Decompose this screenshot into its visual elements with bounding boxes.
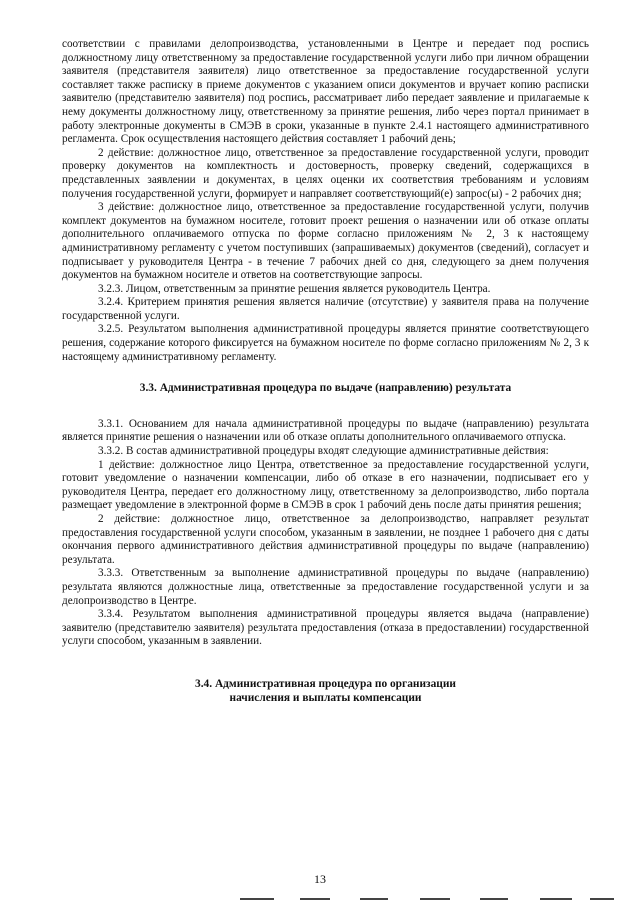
- section-heading-3-4-line1: 3.4. Административная процедура по организации: [195, 677, 456, 690]
- document-body: [62, 38, 589, 705]
- paragraph: 1 действие: должностное лицо Центра, ответственное за предоставление государственной услуги, готовит уведомление о назначении компенсации, либо об отказе в его назначении, подписывает его у руководителя Центра, передает его должностному лицу, ответственному за делопроизводство, либо портала размещает уведомление в электронной форме в СМЭВ в срок 1 рабочий день после даты принятия решения;: [62, 458, 589, 512]
- section-3-3-body: [62, 418, 589, 649]
- section-heading-3-4-line2: начисления и выплаты компенсации: [229, 691, 422, 704]
- paragraph: 3.3.2. В состав административной процедуры входят следующие административные действия:: [98, 445, 549, 458]
- paragraph: 3.3.1. Основанием для начала административной процедуры по выдаче (направлению) результата является принятие решения о назначении или об отказе оплаты дополнительного оплачиваемого отпуска.: [62, 417, 589, 444]
- page-number: 13: [314, 872, 326, 886]
- paragraph: 2 действие: должностное лицо, ответственное за предоставление государственной услуги, проводит проверку документов на комплектность и достоверность, проверку сведений, содержащихся в представленных заявлении и документах, в целях оценки их соответствия требованиям и условиям получения государственной услуги, формирует и направляет соответствующий(е) запрос(ы) - 2 рабочих дня;: [62, 146, 589, 200]
- paragraph: 3.3.3. Ответственным за выполнение административной процедуры по выдаче (направлению) результата являются должностные лица, ответственные за предоставление государственной услуги и за делопроизводство в Центре.: [62, 567, 589, 607]
- scan-artifact-marks: [240, 898, 620, 902]
- paragraph: 3.2.4. Критерием принятия решения является наличие (отсутствие) у заявителя права на получение государственной услуги.: [62, 296, 589, 322]
- paragraph: 3.2.5. Результатом выполнения административной процедуры является принятие соответствующего решения, содержание которого фиксируется на бумажном носителе по форме согласно приложениям № 2, 3 к настоящему административному регламенту.: [62, 323, 589, 363]
- paragraph: соответствии с правилами делопроизводства, установленными в Центре и передает под роспись должностному лицу ответственному за предоставление государственной услуги либо при личном обращении заявителя (представителя заявителя) лицо ответственное за предоставление государственной услуги составляет также расписку в приеме документов с указанием описи документов и вручает копию расписки заявителю (представителю заявителя) под роспись, рассматривает либо передает заявление и прилагаемые к нему документы должностному лицу, ответственному за принятие решения, либо через портал принимает в работу электронные документы в СМЭВ в сроки, указанные в пункте 2.4.1 настоящего административного регламента. Срок осуществления настоящего действия составляет 1 рабочий день;: [62, 38, 589, 146]
- section-3-2-continuation: [62, 38, 589, 364]
- section-heading-3-4: [62, 677, 589, 705]
- paragraph: 3.3.4. Результатом выполнения административной процедуры является выдача (направление) заявителю (представителю заявителя) результата предоставления (отказа в предоставлении) государственной услуги способом, указанным в заявлении.: [62, 608, 589, 648]
- section-heading-3-3: 3.3. Административная процедура по выдаче (направлению) результата: [139, 382, 512, 395]
- paragraph: 3 действие: должностное лицо, ответственное за предоставление государственной услуги, получив комплект документов на бумажном носителе, готовит проект решения о назначении или об отказе оплаты дополнительного оплачиваемого отпуска по форме согласно приложениям № 2, 3 к настоящему административному регламенту с учетом поступивших (запрашиваемых) документов (сведений), согласует и подписывает у руководителя Центра - в течение 7 рабочих дней со дня, следующего за днем получения документов на бумажном носителе и ответов на соответствующие запросы.: [62, 201, 589, 282]
- paragraph: 3.2.3. Лицом, ответственным за принятие решения является руководитель Центра.: [98, 282, 491, 295]
- paragraph: 2 действие: должностное лицо, ответственное за делопроизводство, направляет результат предоставления государственной услуги способом, указанным в заявлении, не позднее 1 рабочего дня с даты окончания первого административного действия административной процедуры по выдаче (направлению) результата.: [62, 513, 589, 566]
